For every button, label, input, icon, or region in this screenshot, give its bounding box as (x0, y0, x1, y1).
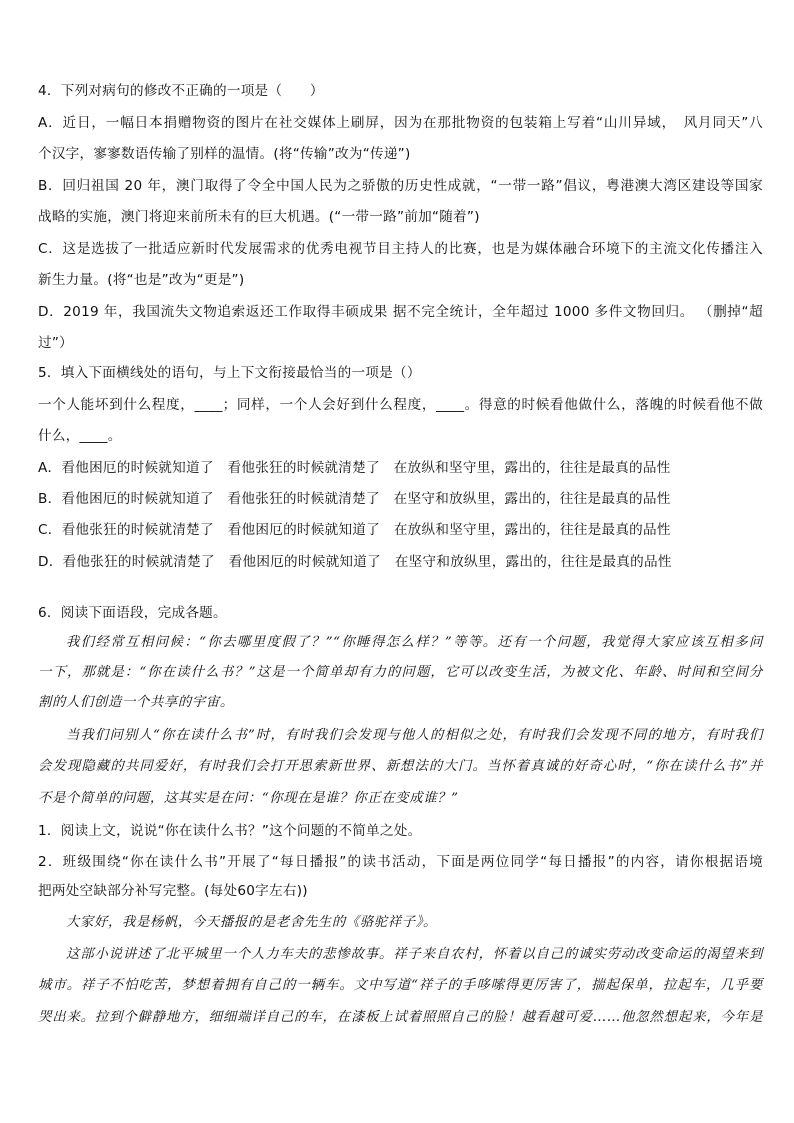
q6-stem: 6．阅读下面语段，完成各题。 (38, 605, 227, 621)
q5-option-b: B．看他困厄的时候就知道了 看他张狂的时候就清楚了 在坚守和放纵里，露出的，往往是最真的品性 (38, 491, 671, 507)
q4-option-c-cont: 新生力量。(将“也是”改为“更是”) (38, 272, 245, 288)
q4-option-b: B．回归祖国 20 年，澳门取得了令全中国人民为之骄傲的历史性成就，“一带一路”倡议，粤港澳大湾区建设等国家 (38, 178, 763, 194)
q6-report-line: 这部小说讲述了北平城里一个人力车夫的悲惨故事。祥子来自农村，怀着以自己的诚实劳动改变命运的渴望来到 (66, 947, 763, 962)
q6-subquestion-1: 1．阅读上文，说说“你在读什么书？”这个问题的不简单之处。 (38, 823, 422, 839)
q5-option-a: A．看他困厄的时候就知道了 看他张狂的时候就清楚了 在放纵和坚守里，露出的，往往是最真的品性 (38, 460, 671, 476)
q5-text-line-1: 一个人能坏到什么程度，____；同样，一个人会好到什么程度，____。得意的时候看他做什么，落魄的时候看他不做 (38, 397, 763, 413)
q6-passage-line: 我们经常互相问候：“你去哪里度假了？”“你睡得怎么样？”等等。还有一个问题，我觉得大家应该互相多问 (66, 635, 763, 650)
q6-passage-line: 会发现隐藏的共同爱好，有时我们会打开思索新世界、新想法的大门。当怀着真诚的好奇心时，“你在读什么书”并 (38, 759, 763, 774)
q4-option-d: D．2019 年，我国流失文物追索返还工作取得丰硕成果 据不完全统计，全年超过 1000 多件文物回归。 （删掉“超 (38, 304, 763, 320)
q5-option-c: C．看他张狂的时候就清楚了 看他困厄的时候就知道了 在放纵和坚守里，露出的，往往是最真的品性 (38, 522, 671, 538)
q6-subquestion-2: 2．班级围绕“你在读什么书”开展了“每日播报”的读书活动，下面是两位同学“每日播报”的内容，请你根据语境 (38, 854, 763, 870)
q4-option-b-cont: 战略的实施，澳门将迎来前所未有的巨大机遇。(“一带一路”前加“随着”) (38, 209, 480, 225)
q6-report-line: 城市。祥子不怕吃苦，梦想着拥有自己的一辆车。文中写道“祥子的手哆嗦得更厉害了，揣起保单，拉起车，几乎要 (38, 978, 763, 993)
q5-option-d: D．看他张狂的时候就清楚了 看他困厄的时候就知道了 在坚守和放纵里，露出的，往往是最真的品性 (38, 554, 672, 570)
q4-option-d-cont: 过”） (38, 335, 73, 351)
q6-subquestion-2-cont: 把两处空缺部分补写完整。(每处60字左右)) (38, 883, 308, 899)
q6-passage-line: 不是个简单的问题，这其实是在问：“你现在是谁？你正在变成谁？” (38, 791, 459, 806)
q4-stem: 4．下列对病句的修改不正确的一项是（ ） (38, 83, 324, 99)
q5-text-line-2: 什么，____。 (38, 428, 122, 444)
q6-passage-line: 一下，那就是：“你在读什么书？”这是一个简单却有力的问题，它可以改变生活，为被文化、年龄、时间和空间分 (38, 665, 763, 680)
q4-option-c: C．这是选拔了一批适应新时代发展需求的优秀电视节目主持人的比赛，也是为媒体融合环境下的主流文化传播注入 (38, 241, 763, 257)
q4-option-a: A．近日，一幅日本捐赠物资的图片在社交媒体上刷屏，因为在那批物资的包装箱上写着“山川异域， 风月同天”八 (38, 115, 763, 131)
q4-option-a-cont: 个汉字，寥寥数语传输了别样的温情。(将“传输”改为“传递”) (38, 146, 411, 162)
q6-passage-line: 当我们问别人“你在读什么书”时，有时我们会发现与他人的相似之处，有时我们会发现不同的地方，有时我们 (66, 728, 763, 743)
q6-report-line: 哭出来。拉到个僻静地方，细细端详自己的车，在漆板上试着照照自己的脸！越看越可爱……他忽然想起来，今年是 (38, 1010, 763, 1025)
q6-passage-line: 割的人们创造一个共享的宇宙。 (38, 695, 234, 710)
q5-stem: 5．填入下面横线处的语句，与上下文衔接最恰当的一项是（） (38, 365, 421, 381)
q6-report-line: 大家好，我是杨帆，今天播报的是老舍先生的《骆驼祥子》。 (66, 915, 438, 930)
